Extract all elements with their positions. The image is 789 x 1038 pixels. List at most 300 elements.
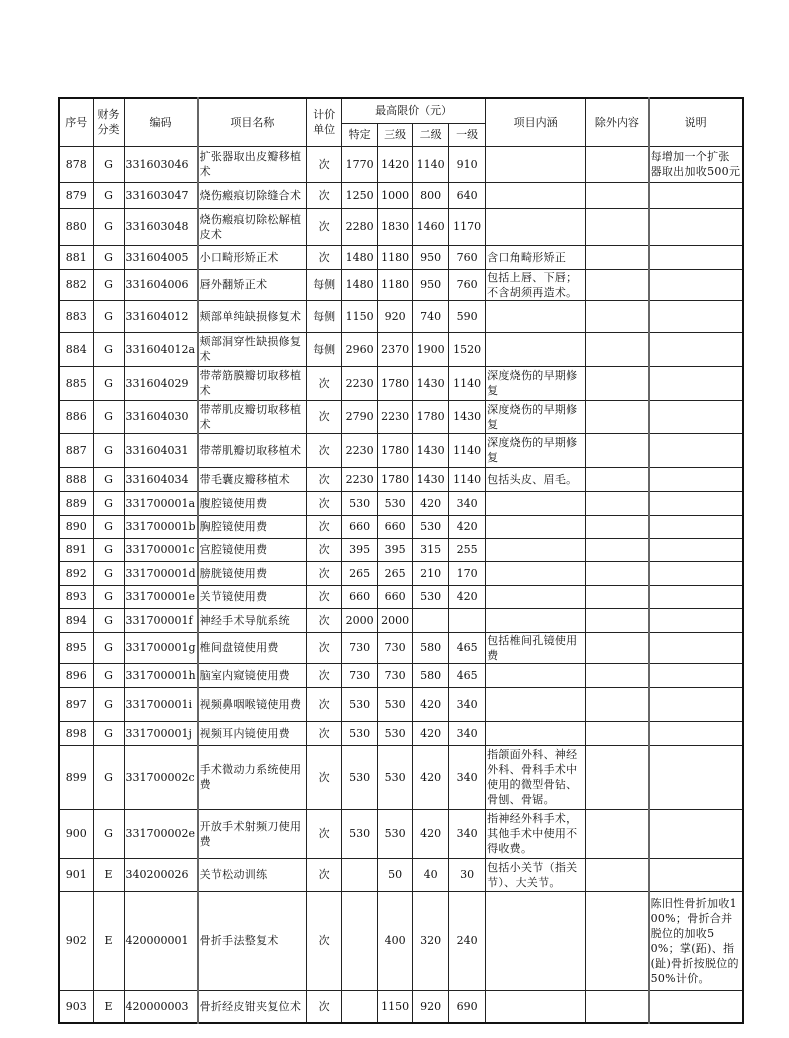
row-category: G: [93, 585, 124, 608]
row-code: 331700001a: [124, 491, 198, 515]
row-unit: 次: [307, 687, 342, 721]
header-price-level3: 三级: [378, 123, 413, 146]
row-content: [486, 491, 586, 515]
row-price-level1: 465: [449, 663, 486, 687]
row-unit: 次: [307, 400, 342, 433]
row-price-level2: 1780: [413, 400, 449, 433]
row-exclusions: [586, 515, 649, 538]
row-name: 椎间盘镜使用费: [198, 632, 307, 663]
row-price-special: 1150: [342, 300, 378, 332]
row-price-level2: 420: [413, 721, 449, 745]
row-content: [486, 990, 586, 1023]
row-price-level3: 265: [378, 561, 413, 585]
row-name: 开放手术射频刀使用费: [198, 809, 307, 858]
row-price-level1: 1140: [449, 467, 486, 491]
row-unit: 次: [307, 433, 342, 467]
row-price-special: 265: [342, 561, 378, 585]
row-category: G: [93, 208, 124, 245]
row-seq: 880: [59, 208, 93, 245]
row-exclusions: [586, 245, 649, 269]
row-price-level2: 320: [413, 891, 449, 990]
row-notes: [649, 632, 743, 663]
row-unit: 次: [307, 515, 342, 538]
row-price-level2: 40: [413, 858, 449, 891]
table-row: [59, 433, 743, 467]
row-seq: 878: [59, 146, 93, 182]
row-price-level3: 2370: [378, 332, 413, 366]
row-price-level1: 255: [449, 538, 486, 561]
row-category: G: [93, 538, 124, 561]
table-row: [59, 269, 743, 300]
row-price-level1: 170: [449, 561, 486, 585]
row-price-special: 1480: [342, 245, 378, 269]
row-category: G: [93, 561, 124, 585]
row-code: 331700001c: [124, 538, 198, 561]
row-seq: 896: [59, 663, 93, 687]
row-unit: 次: [307, 745, 342, 809]
row-price-level3: 530: [378, 721, 413, 745]
row-price-level3: 1780: [378, 366, 413, 400]
row-content: [486, 561, 586, 585]
row-price-level2: 1460: [413, 208, 449, 245]
table-row: [59, 208, 743, 245]
row-price-level3: 1000: [378, 182, 413, 208]
table-row: [59, 366, 743, 400]
row-seq: 884: [59, 332, 93, 366]
row-content: 深度烧伤的早期修复: [486, 433, 586, 467]
row-exclusions: [586, 182, 649, 208]
table-row: [59, 146, 743, 182]
row-exclusions: [586, 400, 649, 433]
row-seq: 879: [59, 182, 93, 208]
row-price-level3: 530: [378, 745, 413, 809]
row-exclusions: [586, 269, 649, 300]
row-notes: [649, 809, 743, 858]
row-seq: 902: [59, 891, 93, 990]
row-notes: [649, 585, 743, 608]
row-price-level1: 420: [449, 515, 486, 538]
row-price-level3: 1150: [378, 990, 413, 1023]
row-price-level3: 1780: [378, 467, 413, 491]
row-price-special: 2790: [342, 400, 378, 433]
row-exclusions: [586, 561, 649, 585]
table-row: [59, 745, 743, 809]
row-category: G: [93, 663, 124, 687]
row-unit: 次: [307, 585, 342, 608]
row-notes: [649, 208, 743, 245]
row-price-level1: 340: [449, 491, 486, 515]
row-price-level2: 950: [413, 269, 449, 300]
row-price-level2: 420: [413, 809, 449, 858]
row-category: G: [93, 491, 124, 515]
table-row: [59, 858, 743, 891]
table-row: [59, 538, 743, 561]
row-content: 包括头皮、眉毛。: [486, 467, 586, 491]
row-seq: 889: [59, 491, 93, 515]
row-price-level3: 920: [378, 300, 413, 332]
row-content: [486, 146, 586, 182]
row-price-special: 395: [342, 538, 378, 561]
row-content: [486, 608, 586, 632]
table-row: [59, 663, 743, 687]
row-unit: 次: [307, 366, 342, 400]
row-price-level2: [413, 608, 449, 632]
header-price-special: 特定: [342, 123, 378, 146]
row-category: G: [93, 632, 124, 663]
row-seq: 900: [59, 809, 93, 858]
row-notes: [649, 608, 743, 632]
row-price-level1: 340: [449, 745, 486, 809]
table-row: [59, 891, 743, 990]
row-price-level1: 465: [449, 632, 486, 663]
row-seq: 881: [59, 245, 93, 269]
row-exclusions: [586, 891, 649, 990]
row-exclusions: [586, 990, 649, 1023]
row-price-level1: [449, 608, 486, 632]
row-price-special: [342, 891, 378, 990]
row-seq: 894: [59, 608, 93, 632]
row-content: [486, 891, 586, 990]
row-content: 指神经外科手术，其他手术中使用不得收费。: [486, 809, 586, 858]
row-unit: 次: [307, 538, 342, 561]
row-content: [486, 300, 586, 332]
table-row: [59, 585, 743, 608]
row-price-level1: 690: [449, 990, 486, 1023]
row-content: 深度烧伤的早期修复: [486, 400, 586, 433]
row-price-level3: 660: [378, 515, 413, 538]
table-row: [59, 721, 743, 745]
header-notes: 说明: [649, 98, 743, 146]
row-code: 331700001f: [124, 608, 198, 632]
row-unit: 次: [307, 467, 342, 491]
row-unit: 每侧: [307, 269, 342, 300]
row-price-level1: 640: [449, 182, 486, 208]
row-seq: 885: [59, 366, 93, 400]
row-price-special: 660: [342, 515, 378, 538]
header-price-group: 最高限价（元）: [342, 98, 486, 123]
row-price-level2: 420: [413, 687, 449, 721]
row-category: G: [93, 721, 124, 745]
row-price-level2: 1900: [413, 332, 449, 366]
row-notes: [649, 990, 743, 1023]
row-price-level2: 530: [413, 585, 449, 608]
row-exclusions: [586, 300, 649, 332]
row-price-level1: 340: [449, 721, 486, 745]
row-name: 带毛囊皮瓣移植术: [198, 467, 307, 491]
row-price-level1: 760: [449, 245, 486, 269]
row-seq: 893: [59, 585, 93, 608]
row-name: 视频耳内镜使用费: [198, 721, 307, 745]
table-row: [59, 332, 743, 366]
row-exclusions: [586, 467, 649, 491]
table-row: [59, 990, 743, 1023]
row-price-level2: 580: [413, 663, 449, 687]
row-category: G: [93, 300, 124, 332]
row-seq: 886: [59, 400, 93, 433]
row-seq: 882: [59, 269, 93, 300]
row-unit: 次: [307, 663, 342, 687]
row-seq: 899: [59, 745, 93, 809]
row-unit: 次: [307, 632, 342, 663]
row-unit: 每侧: [307, 300, 342, 332]
table-row: [59, 608, 743, 632]
row-category: G: [93, 269, 124, 300]
row-exclusions: [586, 433, 649, 467]
row-name: 脑室内窥镜使用费: [198, 663, 307, 687]
header-code: 编码: [124, 98, 198, 146]
row-price-level3: 2000: [378, 608, 413, 632]
row-price-level1: 1140: [449, 366, 486, 400]
row-notes: [649, 467, 743, 491]
row-exclusions: [586, 632, 649, 663]
row-seq: 888: [59, 467, 93, 491]
row-price-level2: 1430: [413, 467, 449, 491]
row-price-special: 1770: [342, 146, 378, 182]
row-name: 骨折手法整复术: [198, 891, 307, 990]
row-price-special: 2280: [342, 208, 378, 245]
table-row: [59, 809, 743, 858]
header-row-1: [59, 98, 743, 123]
row-content: [486, 182, 586, 208]
row-price-special: 2960: [342, 332, 378, 366]
row-price-level2: 420: [413, 745, 449, 809]
row-price-level2: 1140: [413, 146, 449, 182]
table-row: [59, 300, 743, 332]
row-price-special: 2230: [342, 467, 378, 491]
row-content: 深度烧伤的早期修复: [486, 366, 586, 400]
row-name: 烧伤瘢痕切除缝合术: [198, 182, 307, 208]
row-unit: 每侧: [307, 332, 342, 366]
table-row: [59, 687, 743, 721]
row-exclusions: [586, 585, 649, 608]
row-price-level1: 1520: [449, 332, 486, 366]
row-unit: 次: [307, 858, 342, 891]
row-exclusions: [586, 663, 649, 687]
row-name: 手术微动力系统使用费: [198, 745, 307, 809]
row-price-level3: 2230: [378, 400, 413, 433]
row-exclusions: [586, 745, 649, 809]
row-code: 331604031: [124, 433, 198, 467]
row-content: [486, 663, 586, 687]
row-code: 331700001d: [124, 561, 198, 585]
row-exclusions: [586, 146, 649, 182]
row-price-level2: 1430: [413, 433, 449, 467]
row-category: G: [93, 366, 124, 400]
row-name: 唇外翻矫正术: [198, 269, 307, 300]
row-notes: [649, 663, 743, 687]
row-name: 腹腔镜使用费: [198, 491, 307, 515]
header-seq: 序号: [59, 98, 93, 146]
row-category: G: [93, 467, 124, 491]
row-price-special: 530: [342, 721, 378, 745]
row-notes: [649, 332, 743, 366]
row-code: 331604029: [124, 366, 198, 400]
row-price-level3: 530: [378, 809, 413, 858]
row-exclusions: [586, 208, 649, 245]
row-price-special: [342, 858, 378, 891]
row-exclusions: [586, 491, 649, 515]
row-code: 340200026: [124, 858, 198, 891]
row-price-special: 2000: [342, 608, 378, 632]
row-price-special: 660: [342, 585, 378, 608]
row-exclusions: [586, 538, 649, 561]
row-unit: 次: [307, 809, 342, 858]
row-price-special: 2230: [342, 366, 378, 400]
row-price-level2: 420: [413, 491, 449, 515]
row-unit: 次: [307, 721, 342, 745]
row-price-special: 1480: [342, 269, 378, 300]
row-notes: [649, 245, 743, 269]
row-price-level2: 800: [413, 182, 449, 208]
row-name: 膀胱镜使用费: [198, 561, 307, 585]
row-price-level2: 530: [413, 515, 449, 538]
row-code: 420000003: [124, 990, 198, 1023]
row-price-special: 730: [342, 663, 378, 687]
row-content: [486, 332, 586, 366]
row-category: E: [93, 891, 124, 990]
row-category: G: [93, 146, 124, 182]
row-code: 331604030: [124, 400, 198, 433]
row-price-special: 530: [342, 745, 378, 809]
row-notes: [649, 269, 743, 300]
row-content: [486, 721, 586, 745]
row-category: G: [93, 745, 124, 809]
row-name: 宫腔镜使用费: [198, 538, 307, 561]
row-name: 烧伤瘢痕切除松解植皮术: [198, 208, 307, 245]
row-seq: 892: [59, 561, 93, 585]
row-unit: 次: [307, 245, 342, 269]
row-price-level2: 210: [413, 561, 449, 585]
row-notes: [649, 858, 743, 891]
row-code: 331700001h: [124, 663, 198, 687]
row-notes: [649, 721, 743, 745]
row-price-level2: 1430: [413, 366, 449, 400]
row-seq: 883: [59, 300, 93, 332]
row-code: 331604005: [124, 245, 198, 269]
row-price-level3: 730: [378, 663, 413, 687]
row-price-level2: 950: [413, 245, 449, 269]
row-category: E: [93, 858, 124, 891]
row-name: 带蒂肌皮瓣切取移植术: [198, 400, 307, 433]
row-name: 骨折经皮钳夹复位术: [198, 990, 307, 1023]
table-row: [59, 491, 743, 515]
row-unit: 次: [307, 146, 342, 182]
row-price-level2: 315: [413, 538, 449, 561]
row-name: 扩张器取出皮瓣移植术: [198, 146, 307, 182]
table-row: [59, 561, 743, 585]
row-code: 331604012: [124, 300, 198, 332]
row-code: 331700002c: [124, 745, 198, 809]
row-exclusions: [586, 332, 649, 366]
row-notes: [649, 745, 743, 809]
row-code: 331603047: [124, 182, 198, 208]
row-price-level1: 420: [449, 585, 486, 608]
row-code: 331700001b: [124, 515, 198, 538]
row-content: [486, 538, 586, 561]
row-category: G: [93, 515, 124, 538]
row-name: 颊部洞穿性缺损修复术: [198, 332, 307, 366]
row-code: 331603046: [124, 146, 198, 182]
row-price-level1: 340: [449, 687, 486, 721]
row-category: G: [93, 608, 124, 632]
row-exclusions: [586, 721, 649, 745]
row-exclusions: [586, 858, 649, 891]
row-unit: 次: [307, 891, 342, 990]
row-seq: 887: [59, 433, 93, 467]
row-code: 331700001g: [124, 632, 198, 663]
row-unit: 次: [307, 990, 342, 1023]
header-content: 项目内涵: [486, 98, 586, 146]
row-content: [486, 585, 586, 608]
row-notes: [649, 491, 743, 515]
row-price-level3: 660: [378, 585, 413, 608]
row-name: 胸腔镜使用费: [198, 515, 307, 538]
row-notes: [649, 687, 743, 721]
row-notes: 陈旧性骨折加收100%；骨折合并脱位的加收50%；掌(跖)、指(趾)骨折按脱位的50%计价。: [649, 891, 743, 990]
row-category: G: [93, 182, 124, 208]
header-name: 项目名称: [198, 98, 307, 146]
row-content: 含口角畸形矫正: [486, 245, 586, 269]
row-notes: [649, 561, 743, 585]
row-code: 420000001: [124, 891, 198, 990]
table-row: [59, 245, 743, 269]
row-price-special: 1250: [342, 182, 378, 208]
row-notes: [649, 182, 743, 208]
row-price-level3: 1780: [378, 433, 413, 467]
row-name: 视频鼻咽喉镜使用费: [198, 687, 307, 721]
row-name: 带蒂肌瓣切取移植术: [198, 433, 307, 467]
table-body: [59, 146, 743, 1023]
row-content: 包括椎间孔镜使用费: [486, 632, 586, 663]
row-price-level1: 1170: [449, 208, 486, 245]
row-exclusions: [586, 608, 649, 632]
row-name: 带蒂筋膜瓣切取移植术: [198, 366, 307, 400]
price-table: [58, 97, 744, 1024]
row-category: G: [93, 809, 124, 858]
row-code: 331700001e: [124, 585, 198, 608]
header-unit: 计价单位: [307, 98, 342, 146]
row-code: 331604012a: [124, 332, 198, 366]
row-notes: [649, 433, 743, 467]
table-row: [59, 182, 743, 208]
row-notes: 每增加一个扩张器取出加收500元: [649, 146, 743, 182]
row-content: 包括小关节（指关节）、大关节。: [486, 858, 586, 891]
row-price-level1: 760: [449, 269, 486, 300]
row-seq: 891: [59, 538, 93, 561]
row-name: 关节镜使用费: [198, 585, 307, 608]
header-price-level1: 一级: [449, 123, 486, 146]
row-code: 331700001i: [124, 687, 198, 721]
row-price-level1: 910: [449, 146, 486, 182]
row-price-level2: 920: [413, 990, 449, 1023]
row-content: [486, 515, 586, 538]
row-seq: 901: [59, 858, 93, 891]
row-price-level1: 1140: [449, 433, 486, 467]
row-price-level2: 740: [413, 300, 449, 332]
row-code: 331604006: [124, 269, 198, 300]
table-row: [59, 467, 743, 491]
row-price-level1: 240: [449, 891, 486, 990]
row-seq: 903: [59, 990, 93, 1023]
row-exclusions: [586, 366, 649, 400]
row-price-special: 2230: [342, 433, 378, 467]
table-row: [59, 515, 743, 538]
header-category: 财务分类: [93, 98, 124, 146]
row-unit: 次: [307, 491, 342, 515]
row-notes: [649, 538, 743, 561]
row-code: 331700002e: [124, 809, 198, 858]
row-price-level1: 590: [449, 300, 486, 332]
